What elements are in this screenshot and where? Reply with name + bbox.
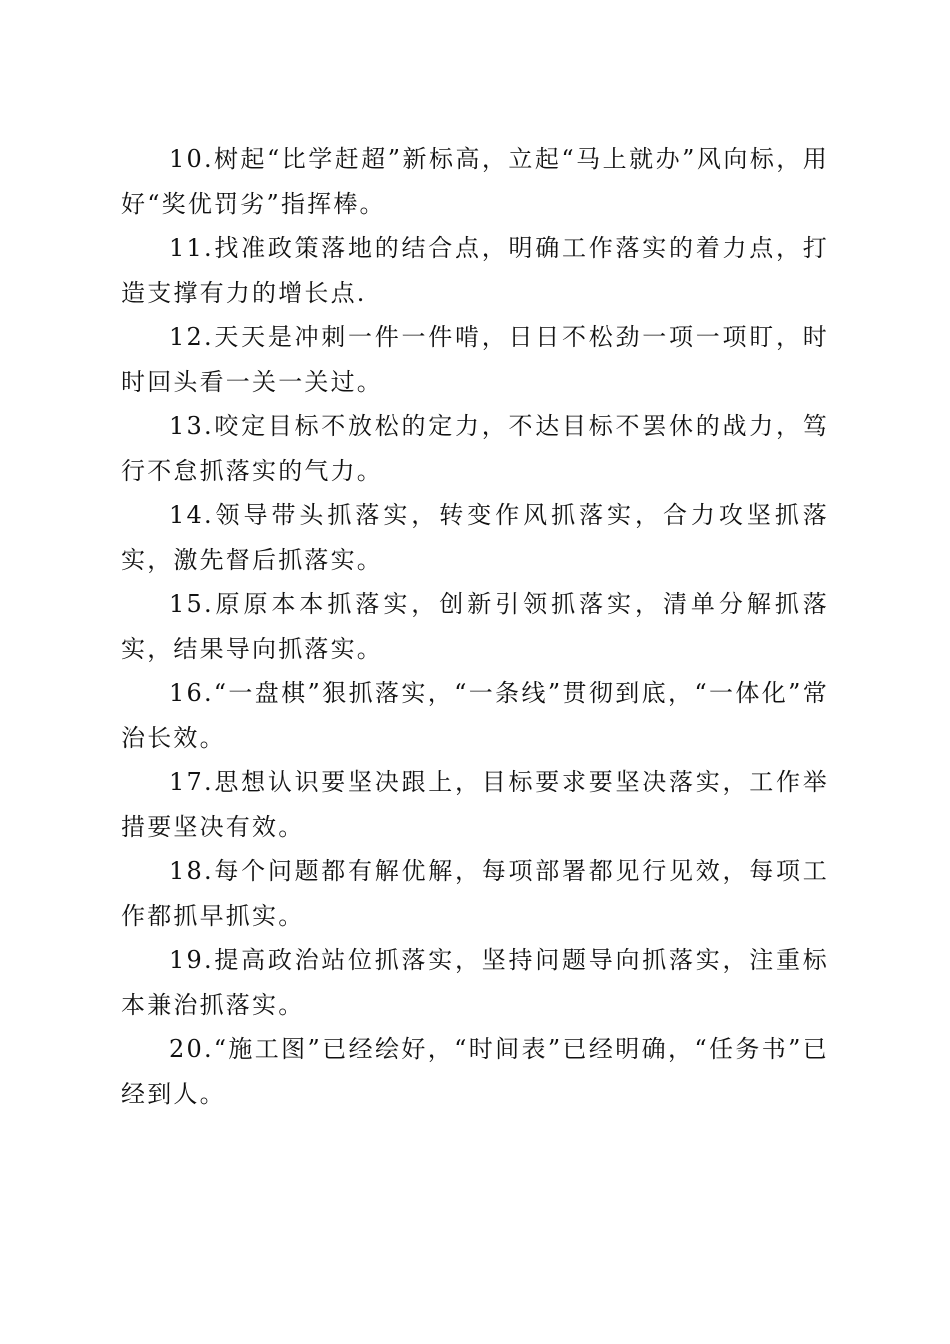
paragraph-18: 18.每个问题都有解优解，每项部署都见行见效，每项工作都抓早抓实。: [121, 857, 829, 930]
paragraph-17: 17.思想认识要坚决跟上，目标要求要坚决落实，工作举措要坚决有效。: [121, 768, 829, 841]
paragraph-13: 13.咬定目标不放松的定力，不达目标不罢休的战力，笃行不怠抓落实的气力。: [121, 412, 829, 485]
document-body: [121, 137, 829, 1116]
paragraph-12: 12.天天是冲刺一件一件啃，日日不松劲一项一项盯，时时回头看一关一关过。: [121, 323, 829, 396]
paragraph-20: 20.“施工图”已经绘好，“时间表”已经明确，“任务书”已经到人。: [121, 1035, 829, 1108]
paragraph-11: 11.找准政策落地的结合点，明确工作落实的着力点，打造支撑有力的增长点.: [121, 234, 829, 307]
paragraph-10: 10.树起“比学赶超”新标高，立起“马上就办”风向标，用好“奖优罚劣”指挥棒。: [121, 145, 829, 218]
paragraph-14: 14.领导带头抓落实，转变作风抓落实，合力攻坚抓落实，激先督后抓落实。: [121, 501, 829, 574]
paragraph-15: 15.原原本本抓落实，创新引领抓落实，清单分解抓落实，结果导向抓落实。: [121, 590, 829, 663]
paragraph-19: 19.提高政治站位抓落实，坚持问题导向抓落实，注重标本兼治抓落实。: [121, 946, 829, 1019]
paragraph-16: 16.“一盘棋”狠抓落实，“一条线”贯彻到底，“一体化”常治长效。: [121, 679, 829, 752]
